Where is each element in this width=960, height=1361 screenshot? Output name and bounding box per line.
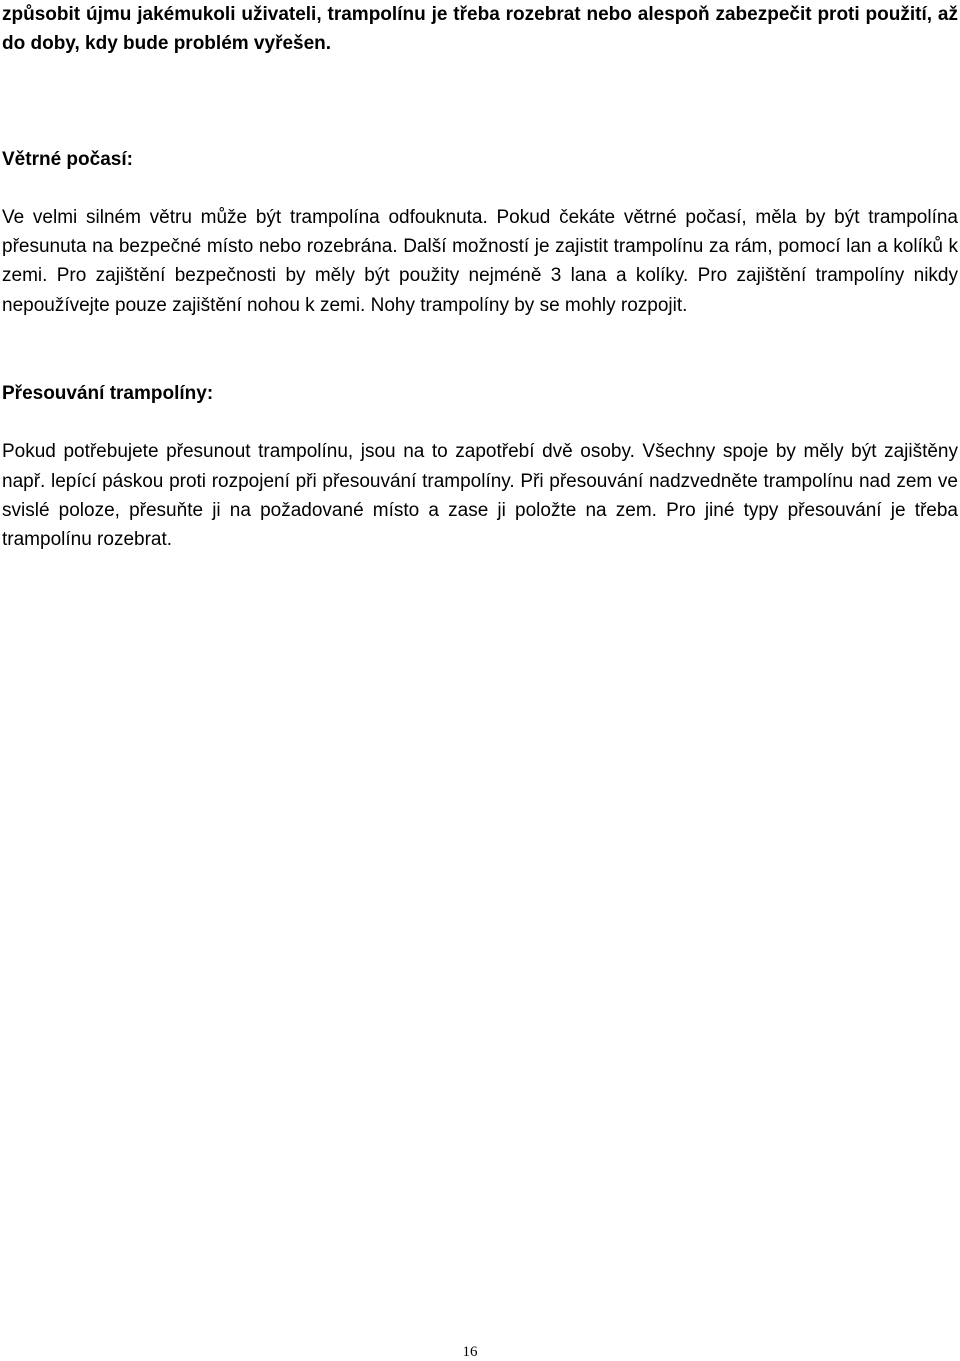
page-number: 16 xyxy=(462,1344,478,1360)
section-heading-windy-weather: Větrné počasí: xyxy=(2,148,133,170)
section-body-windy-weather: Ve velmi silném větru může být trampolína odfouknuta. Pokud čekáte větrné počasí, měla by být trampolína přesunuta na bezpečné místo nebo rozebrána. Další možností je zajistit trampolínu za rám, pomocí lan a kolíků k zemi. Pro zajištění bezpečnosti by měly být použity nejméně 3 lana a kolíky. Pro zajištění trampolíny nikdy nepoužívejte pouze zajištění nohou k zemi. Nohy trampolíny by se mohly rozpojit. xyxy=(2,206,958,316)
page-content xyxy=(2,0,958,555)
section-heading-moving-trampoline: Přesouvání trampolíny: xyxy=(2,383,214,405)
section-body-moving-trampoline: Pokud potřebujete přesunout trampolínu, jsou na to zapotřebí dvě osoby. Všechny spoje by měly být zajištěny např. lepící páskou proti rozpojení při přesouvání trampolíny. Při přesouvání nadzvedněte trampolínu nad zem ve svislé poloze, přesuňte ji na požadované místo a zase ji položte na zem. Pro jiné typy přesouvání je třeba trampolínu rozebrat. xyxy=(2,441,958,551)
intro-paragraph: způsobit újmu jakémukoli uživateli, trampolínu je třeba rozebrat nebo alespoň zabezpečit proti použití, až do doby, kdy bude problém vyřešen. xyxy=(2,4,958,55)
